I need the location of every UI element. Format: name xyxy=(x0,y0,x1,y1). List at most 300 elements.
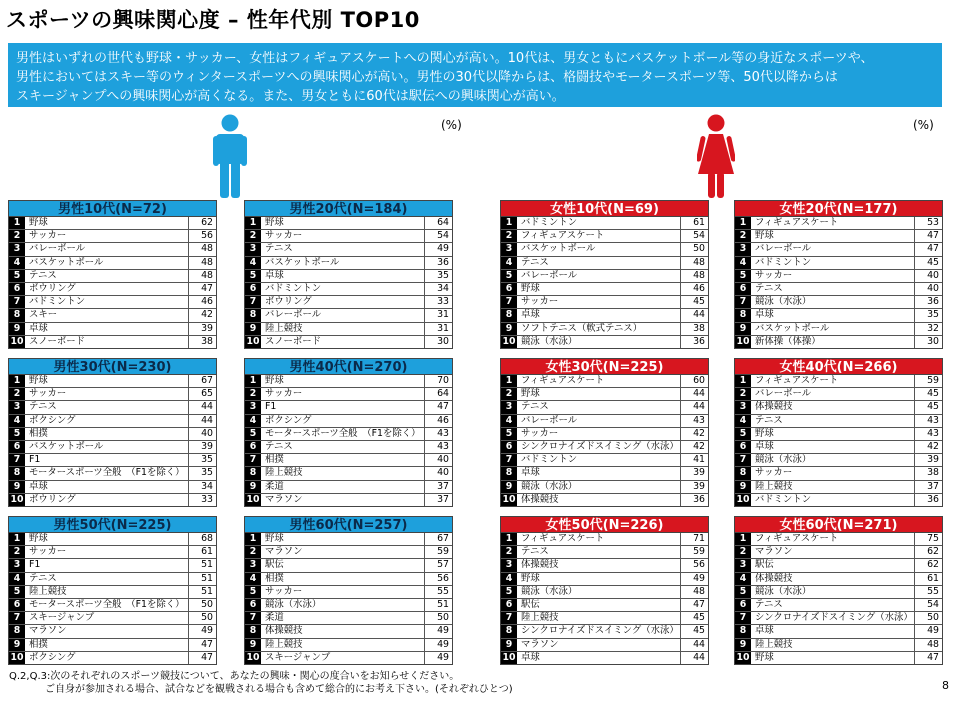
table-row xyxy=(245,586,452,599)
table-row xyxy=(9,467,216,480)
table-row xyxy=(501,336,708,348)
sport-name: 野球 xyxy=(261,217,425,229)
rank-cell: 5 xyxy=(9,270,25,282)
table-row xyxy=(245,441,452,454)
rank-cell: 2 xyxy=(9,230,25,242)
rank-cell: 2 xyxy=(245,388,261,400)
rank-cell: 7 xyxy=(501,612,517,624)
rank-cell: 3 xyxy=(9,401,25,413)
table-row xyxy=(735,230,942,243)
sport-name: 卓球 xyxy=(25,481,189,493)
table-row xyxy=(9,494,216,506)
rank-cell: 1 xyxy=(735,533,751,545)
unit-label-male: (%) xyxy=(441,118,462,132)
table-row xyxy=(9,375,216,388)
table-row xyxy=(501,559,708,572)
table-row xyxy=(735,573,942,586)
table-row xyxy=(735,309,942,322)
interest-value: 47 xyxy=(201,638,213,650)
table-row xyxy=(501,283,708,296)
table-row xyxy=(501,481,708,494)
table-header: 男性30代(N=230) xyxy=(8,358,217,375)
interest-value: 44 xyxy=(201,401,213,413)
interest-value: 42 xyxy=(927,440,939,452)
table-row xyxy=(735,296,942,309)
rank-cell: 1 xyxy=(245,217,261,229)
interest-value: 34 xyxy=(201,480,213,492)
sport-name: バレーボール xyxy=(517,270,681,282)
rank-cell: 6 xyxy=(501,599,517,611)
table-row xyxy=(735,388,942,401)
sport-name: マラソン xyxy=(25,625,189,637)
rank-cell: 3 xyxy=(735,559,751,571)
rank-cell: 2 xyxy=(245,230,261,242)
table-row xyxy=(245,230,452,243)
rank-cell: 10 xyxy=(10,651,24,663)
table-row xyxy=(9,546,216,559)
table-row xyxy=(245,257,452,270)
rank-cell: 6 xyxy=(501,441,517,453)
table-row xyxy=(735,336,942,348)
sport-name: ボクシング xyxy=(261,415,425,427)
sport-name: ボウリング xyxy=(25,283,189,295)
interest-value: 49 xyxy=(437,651,449,663)
interest-value: 75 xyxy=(927,533,939,544)
rank-cell: 8 xyxy=(245,309,261,321)
rank-cell: 6 xyxy=(501,283,517,295)
interest-value: 67 xyxy=(201,375,213,386)
table-row xyxy=(245,243,452,256)
rank-cell: 5 xyxy=(735,586,751,598)
sport-name: シンクロナイズドスイミング（水泳） xyxy=(517,441,681,453)
sport-name: バレーボール xyxy=(25,243,189,255)
table-row xyxy=(245,652,452,664)
rank-cell: 10 xyxy=(502,335,516,347)
interest-value: 46 xyxy=(437,414,449,426)
rank-cell: 7 xyxy=(501,296,517,308)
sport-name: 競泳（水泳） xyxy=(751,296,915,308)
interest-value: 53 xyxy=(927,217,939,228)
table-row xyxy=(9,441,216,454)
rank-cell: 4 xyxy=(245,415,261,427)
page-number: 8 xyxy=(942,679,949,692)
table-header: 男性60代(N=257) xyxy=(244,516,453,533)
interest-value: 67 xyxy=(437,533,449,544)
sport-name: テニス xyxy=(751,415,915,427)
interest-value: 54 xyxy=(693,230,705,242)
sport-name: 卓球 xyxy=(751,309,915,321)
rank-cell: 8 xyxy=(501,625,517,637)
table-row xyxy=(9,599,216,612)
interest-value: 32 xyxy=(927,322,939,334)
interest-value: 62 xyxy=(201,217,213,228)
sport-name: 野球 xyxy=(25,217,189,229)
rank-cell: 6 xyxy=(735,599,751,611)
rank-cell: 5 xyxy=(735,428,751,440)
table-row xyxy=(9,257,216,270)
sport-name: バレーボール xyxy=(751,388,915,400)
table-row xyxy=(735,494,942,506)
footer-question: Q.2,Q.3:次のそれぞれのスポーツ競技について、あなたの興味・関心の度合いをお知らせください。 xyxy=(9,671,460,682)
interest-value: 42 xyxy=(693,440,705,452)
interest-value: 40 xyxy=(927,269,939,281)
sport-name: マラソン xyxy=(261,546,425,558)
table-row xyxy=(735,217,942,230)
ranking-table xyxy=(244,358,453,507)
rank-cell: 9 xyxy=(245,481,261,493)
summary-line: スキージャンプへの興味関心が高くなる。また、男女ともに60代は駅伝への興味関心が高い。 xyxy=(16,89,565,104)
interest-value: 33 xyxy=(201,493,213,505)
interest-value: 30 xyxy=(927,335,939,347)
rank-cell: 4 xyxy=(245,573,261,585)
interest-value: 33 xyxy=(437,296,449,308)
interest-value: 50 xyxy=(927,612,939,624)
rank-cell: 3 xyxy=(735,243,751,255)
rank-cell: 3 xyxy=(245,401,261,413)
table-row xyxy=(9,559,216,572)
interest-value: 44 xyxy=(693,388,705,400)
interest-value: 39 xyxy=(201,322,213,334)
rank-cell: 9 xyxy=(735,323,751,335)
interest-value: 50 xyxy=(693,243,705,255)
interest-value: 45 xyxy=(693,625,705,637)
table-row xyxy=(9,336,216,348)
table-row xyxy=(245,467,452,480)
sport-name: 体操競技 xyxy=(517,494,681,506)
rank-cell: 7 xyxy=(245,296,261,308)
sport-name: 卓球 xyxy=(751,441,915,453)
table-row xyxy=(501,454,708,467)
sport-name: バスケットボール xyxy=(25,257,189,269)
sport-name: 柔道 xyxy=(261,612,425,624)
male-person-icon xyxy=(213,114,247,198)
sport-name: 卓球 xyxy=(517,652,681,664)
rank-cell: 6 xyxy=(245,283,261,295)
rank-cell: 1 xyxy=(9,217,25,229)
ranking-table xyxy=(8,516,217,665)
rank-cell: 1 xyxy=(245,375,261,387)
interest-value: 70 xyxy=(437,375,449,386)
ranking-table xyxy=(8,358,217,507)
sport-name: テニス xyxy=(517,257,681,269)
table-header: 男性20代(N=184) xyxy=(244,200,453,217)
sport-name: 野球 xyxy=(751,428,915,440)
sport-name: 競泳（水泳） xyxy=(261,599,425,611)
table-row xyxy=(9,586,216,599)
rank-cell: 2 xyxy=(735,546,751,558)
table-row xyxy=(9,428,216,441)
interest-value: 44 xyxy=(693,651,705,663)
interest-value: 62 xyxy=(927,546,939,558)
sport-name: 相撲 xyxy=(261,573,425,585)
rank-cell: 1 xyxy=(735,217,751,229)
rank-cell: 8 xyxy=(9,309,25,321)
rank-cell: 9 xyxy=(501,639,517,651)
table-row xyxy=(245,599,452,612)
sport-name: 新体操（体操） xyxy=(751,336,915,348)
interest-value: 51 xyxy=(201,585,213,597)
rank-cell: 10 xyxy=(10,335,24,347)
sport-name: 駅伝 xyxy=(261,559,425,571)
sport-name: 体操競技 xyxy=(751,401,915,413)
rank-cell: 6 xyxy=(735,441,751,453)
interest-value: 49 xyxy=(437,243,449,255)
sport-name: バスケットボール xyxy=(517,243,681,255)
table-row xyxy=(735,546,942,559)
interest-value: 50 xyxy=(437,612,449,624)
rank-cell: 6 xyxy=(245,599,261,611)
sport-name: バドミントン xyxy=(517,217,681,229)
sport-name: バスケットボール xyxy=(25,441,189,453)
table-row xyxy=(735,625,942,638)
interest-value: 49 xyxy=(437,638,449,650)
table-row xyxy=(245,323,452,336)
rank-cell: 7 xyxy=(9,454,25,466)
interest-value: 51 xyxy=(201,559,213,571)
rank-cell: 5 xyxy=(9,586,25,598)
rank-cell: 7 xyxy=(9,612,25,624)
summary-line: 男性はいずれの世代も野球・サッカー、女性はフィギュアスケートへの関心が高い。10代は、男女ともにバスケットボール等の身近なスポーツや、 xyxy=(16,51,874,66)
sport-name: 陸上競技 xyxy=(25,586,189,598)
rank-cell: 4 xyxy=(501,415,517,427)
rank-cell: 5 xyxy=(735,270,751,282)
table-row xyxy=(735,454,942,467)
table-row xyxy=(501,388,708,401)
interest-value: 51 xyxy=(437,598,449,610)
rank-cell: 10 xyxy=(736,493,750,505)
table-row xyxy=(245,639,452,652)
interest-value: 49 xyxy=(201,625,213,637)
rank-cell: 9 xyxy=(735,639,751,651)
rank-cell: 7 xyxy=(9,296,25,308)
interest-value: 48 xyxy=(693,269,705,281)
interest-value: 55 xyxy=(927,585,939,597)
sport-name: テニス xyxy=(517,401,681,413)
table-row xyxy=(9,309,216,322)
interest-value: 47 xyxy=(201,651,213,663)
rank-cell: 2 xyxy=(245,546,261,558)
sport-name: シンクロナイズドスイミング（水泳） xyxy=(751,612,915,624)
sport-name: マラソン xyxy=(517,639,681,651)
table-row xyxy=(245,625,452,638)
table-header: 女性10代(N=69) xyxy=(500,200,709,217)
sport-name: 陸上競技 xyxy=(517,612,681,624)
ranking-table xyxy=(244,200,453,349)
table-row xyxy=(245,309,452,322)
interest-value: 37 xyxy=(927,480,939,492)
sport-name: 競泳（水泳） xyxy=(517,481,681,493)
interest-value: 31 xyxy=(437,309,449,321)
interest-value: 37 xyxy=(437,493,449,505)
table-row xyxy=(245,454,452,467)
table-row xyxy=(9,639,216,652)
sport-name: 卓球 xyxy=(517,467,681,479)
rank-cell: 5 xyxy=(245,586,261,598)
rank-cell: 10 xyxy=(736,335,750,347)
ranking-table xyxy=(8,200,217,349)
table-row xyxy=(245,533,452,546)
rank-cell: 3 xyxy=(9,243,25,255)
sport-name: テニス xyxy=(517,546,681,558)
sport-name: 相撲 xyxy=(25,639,189,651)
sport-name: テニス xyxy=(25,270,189,282)
sport-name: 柔道 xyxy=(261,481,425,493)
rank-cell: 8 xyxy=(9,467,25,479)
interest-value: 59 xyxy=(927,375,939,386)
rank-cell: 10 xyxy=(246,493,260,505)
sport-name: 駅伝 xyxy=(751,559,915,571)
interest-value: 61 xyxy=(201,546,213,558)
sport-name: フィギュアスケート xyxy=(751,533,915,545)
sport-name: フィギュアスケート xyxy=(517,230,681,242)
table-row xyxy=(245,559,452,572)
table-row xyxy=(735,323,942,336)
table-row xyxy=(735,375,942,388)
interest-value: 36 xyxy=(927,493,939,505)
rank-cell: 4 xyxy=(735,415,751,427)
rank-cell: 9 xyxy=(735,481,751,493)
sport-name: モータースポーツ全般 （F1を除く） xyxy=(25,599,189,611)
summary-box xyxy=(8,43,942,107)
interest-value: 49 xyxy=(437,625,449,637)
interest-value: 46 xyxy=(201,296,213,308)
table-row xyxy=(245,375,452,388)
interest-value: 45 xyxy=(927,256,939,268)
sport-name: バドミントン xyxy=(25,296,189,308)
sport-name: F1 xyxy=(25,559,189,571)
rank-cell: 5 xyxy=(501,428,517,440)
rank-cell: 3 xyxy=(501,243,517,255)
table-row xyxy=(9,625,216,638)
sport-name: モータースポーツ全般 （F1を除く） xyxy=(25,467,189,479)
interest-value: 47 xyxy=(927,230,939,242)
rank-cell: 5 xyxy=(501,586,517,598)
table-row xyxy=(501,494,708,506)
interest-value: 64 xyxy=(437,217,449,228)
rank-cell: 3 xyxy=(735,401,751,413)
interest-value: 39 xyxy=(693,480,705,492)
interest-value: 39 xyxy=(927,454,939,466)
interest-value: 39 xyxy=(201,440,213,452)
rank-cell: 2 xyxy=(501,388,517,400)
rank-cell: 7 xyxy=(245,612,261,624)
interest-value: 47 xyxy=(693,598,705,610)
sport-name: 競泳（水泳） xyxy=(751,586,915,598)
ranking-table xyxy=(500,516,709,665)
sport-name: サッカー xyxy=(261,388,425,400)
rank-cell: 9 xyxy=(501,481,517,493)
rank-cell: 3 xyxy=(245,243,261,255)
sport-name: フィギュアスケート xyxy=(751,217,915,229)
interest-value: 40 xyxy=(437,467,449,479)
sport-name: ボウリング xyxy=(25,494,189,506)
table-row xyxy=(245,270,452,283)
table-row xyxy=(9,612,216,625)
interest-value: 30 xyxy=(437,335,449,347)
table-row xyxy=(501,599,708,612)
table-row xyxy=(501,533,708,546)
interest-value: 43 xyxy=(693,414,705,426)
sport-name: サッカー xyxy=(261,230,425,242)
rank-cell: 8 xyxy=(735,625,751,637)
table-row xyxy=(735,559,942,572)
rank-cell: 8 xyxy=(501,309,517,321)
sport-name: 野球 xyxy=(25,533,189,545)
table-header: 男性40代(N=270) xyxy=(244,358,453,375)
sport-name: フィギュアスケート xyxy=(517,533,681,545)
sport-name: 卓球 xyxy=(517,309,681,321)
interest-value: 68 xyxy=(201,533,213,544)
table-row xyxy=(9,283,216,296)
rank-cell: 7 xyxy=(735,454,751,466)
sport-name: ボクシング xyxy=(25,415,189,427)
table-row xyxy=(245,494,452,506)
interest-value: 43 xyxy=(927,427,939,439)
sport-name: バドミントン xyxy=(261,283,425,295)
interest-value: 62 xyxy=(927,559,939,571)
rank-cell: 7 xyxy=(735,612,751,624)
table-row xyxy=(9,481,216,494)
ranking-table xyxy=(500,358,709,507)
rank-cell: 1 xyxy=(735,375,751,387)
sport-name: 相撲 xyxy=(261,454,425,466)
sport-name: バドミントン xyxy=(517,454,681,466)
table-row xyxy=(501,296,708,309)
sport-name: スキー xyxy=(25,309,189,321)
interest-value: 59 xyxy=(437,546,449,558)
rank-cell: 8 xyxy=(735,467,751,479)
rank-cell: 4 xyxy=(735,257,751,269)
ranking-table xyxy=(734,358,943,507)
table-row xyxy=(9,243,216,256)
table-row xyxy=(245,428,452,441)
sport-name: サッカー xyxy=(25,546,189,558)
sport-name: 卓球 xyxy=(261,270,425,282)
sport-name: 陸上競技 xyxy=(751,639,915,651)
rank-cell: 10 xyxy=(502,651,516,663)
table-row xyxy=(735,533,942,546)
table-header: 女性20代(N=177) xyxy=(734,200,943,217)
table-row xyxy=(9,533,216,546)
sport-name: バレーボール xyxy=(751,243,915,255)
interest-value: 44 xyxy=(201,414,213,426)
table-row xyxy=(9,217,216,230)
sport-name: スノーボード xyxy=(25,336,189,348)
sport-name: マラソン xyxy=(261,494,425,506)
sport-name: フィギュアスケート xyxy=(517,375,681,387)
sport-name: 体操競技 xyxy=(751,573,915,585)
sport-name: バレーボール xyxy=(261,309,425,321)
rank-cell: 4 xyxy=(735,573,751,585)
rank-cell: 7 xyxy=(501,454,517,466)
sport-name: サッカー xyxy=(261,586,425,598)
rank-cell: 1 xyxy=(245,533,261,545)
sport-name: 野球 xyxy=(517,283,681,295)
interest-value: 46 xyxy=(693,282,705,294)
interest-value: 45 xyxy=(693,612,705,624)
table-row xyxy=(245,573,452,586)
table-row xyxy=(735,481,942,494)
interest-value: 50 xyxy=(201,612,213,624)
interest-value: 36 xyxy=(437,256,449,268)
table-row xyxy=(245,217,452,230)
sport-name: バスケットボール xyxy=(751,323,915,335)
rank-cell: 6 xyxy=(9,283,25,295)
rank-cell: 4 xyxy=(501,573,517,585)
interest-value: 49 xyxy=(927,625,939,637)
table-row xyxy=(735,415,942,428)
table-row xyxy=(501,270,708,283)
